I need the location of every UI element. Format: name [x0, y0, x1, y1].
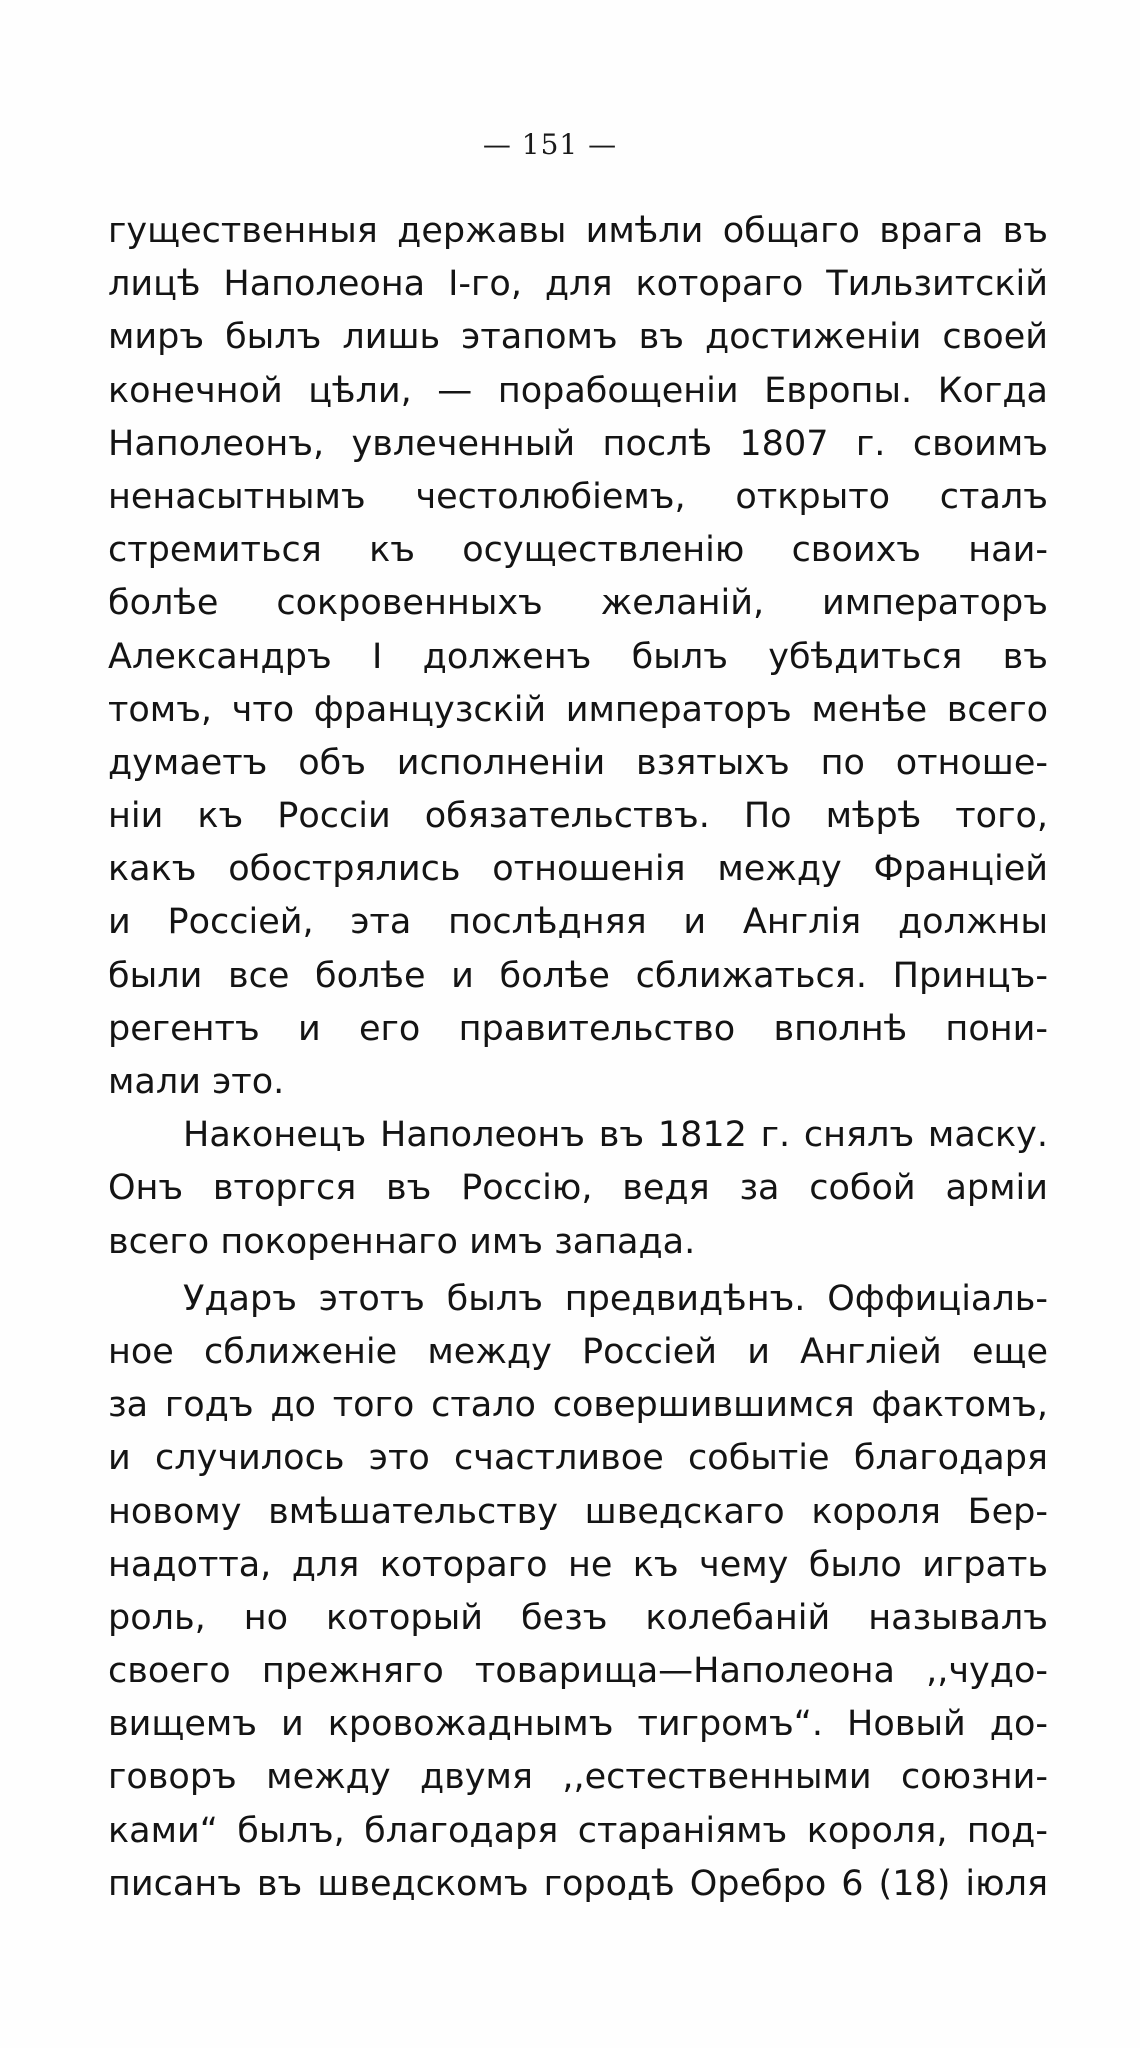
text-line: ненасытнымъ честолюбіемъ, открыто сталъ [108, 476, 1048, 517]
text-line: вищемъ и кровожаднымъ тигромъ“. Новый до- [108, 1704, 1048, 1745]
text-line: думаетъ объ исполненіи взятыхъ по отноше- [108, 742, 1048, 783]
text-line: писанъ въ шведскомъ городѣ Оребро 6 (18) іюля [108, 1863, 1048, 1904]
body-text [108, 205, 1048, 1911]
text-line: роль, но который безъ колебаній называлъ [108, 1597, 1048, 1638]
text-line: миръ былъ лишь этапомъ въ достиженіи своей [108, 317, 1048, 358]
text-line: Ударъ этотъ былъ предвидѣнъ. Оффиціаль- [183, 1278, 1048, 1319]
text-line: своего прежняго товарища—Наполеона ,,чудо- [108, 1651, 1048, 1692]
text-line: регентъ и его правительство вполнѣ пони- [108, 1008, 1048, 1049]
text-line: за годъ до того стало совершившимся фактомъ, [108, 1385, 1048, 1426]
text-line: всего покореннаго имъ запада. [108, 1221, 696, 1262]
text-line: Онъ вторгся въ Россію, ведя за собой арміи [108, 1168, 1048, 1209]
text-line: мали это. [108, 1062, 285, 1102]
text-line: были все болѣе и болѣе сближаться. Принцъ- [108, 955, 1048, 996]
text-line: конечной цѣли, — порабощеніи Европы. Когда [108, 370, 1048, 411]
text-line: Наполеонъ, увлеченный послѣ 1807 г. своимъ [108, 423, 1048, 464]
text-line: какъ обострялись отношенія между Франціей [108, 849, 1048, 890]
text-line: надотта, для котораго не къ чему было играть [108, 1544, 1048, 1585]
text-line: томъ, что французскій императоръ менѣе всего [108, 689, 1048, 730]
page-number: — 151 — [482, 128, 618, 161]
text-line: стремиться къ осуществленію своихъ наи- [108, 530, 1048, 571]
text-line: ками“ былъ, благодаря стараніямъ короля, под- [108, 1810, 1048, 1851]
text-line: и Россіей, эта послѣдняя и Англія должны [108, 902, 1048, 943]
text-line: ніи къ Россіи обязательствъ. По мѣрѣ того, [108, 796, 1048, 837]
text-line: ное сближеніе между Россіей и Англіей еще [108, 1331, 1048, 1372]
text-line: лицѣ Наполеона І-го, для котораго Тильзитскій [108, 264, 1048, 305]
text-line: Наконецъ Наполеонъ въ 1812 г. снялъ маску. [183, 1115, 1048, 1156]
text-line: гущественныя державы имѣли общаго врага въ [108, 211, 1048, 251]
text-line: новому вмѣшательству шведскаго короля Бер- [108, 1491, 1048, 1532]
text-line: болѣе сокровенныхъ желаній, императоръ [108, 583, 1048, 624]
text-line: и случилось это счастливое событіе благодаря [108, 1438, 1048, 1479]
text-line: говоръ между двумя ,,естественными союзни- [108, 1757, 1048, 1798]
text-line: Александръ І долженъ былъ убѣдиться въ [108, 636, 1048, 677]
